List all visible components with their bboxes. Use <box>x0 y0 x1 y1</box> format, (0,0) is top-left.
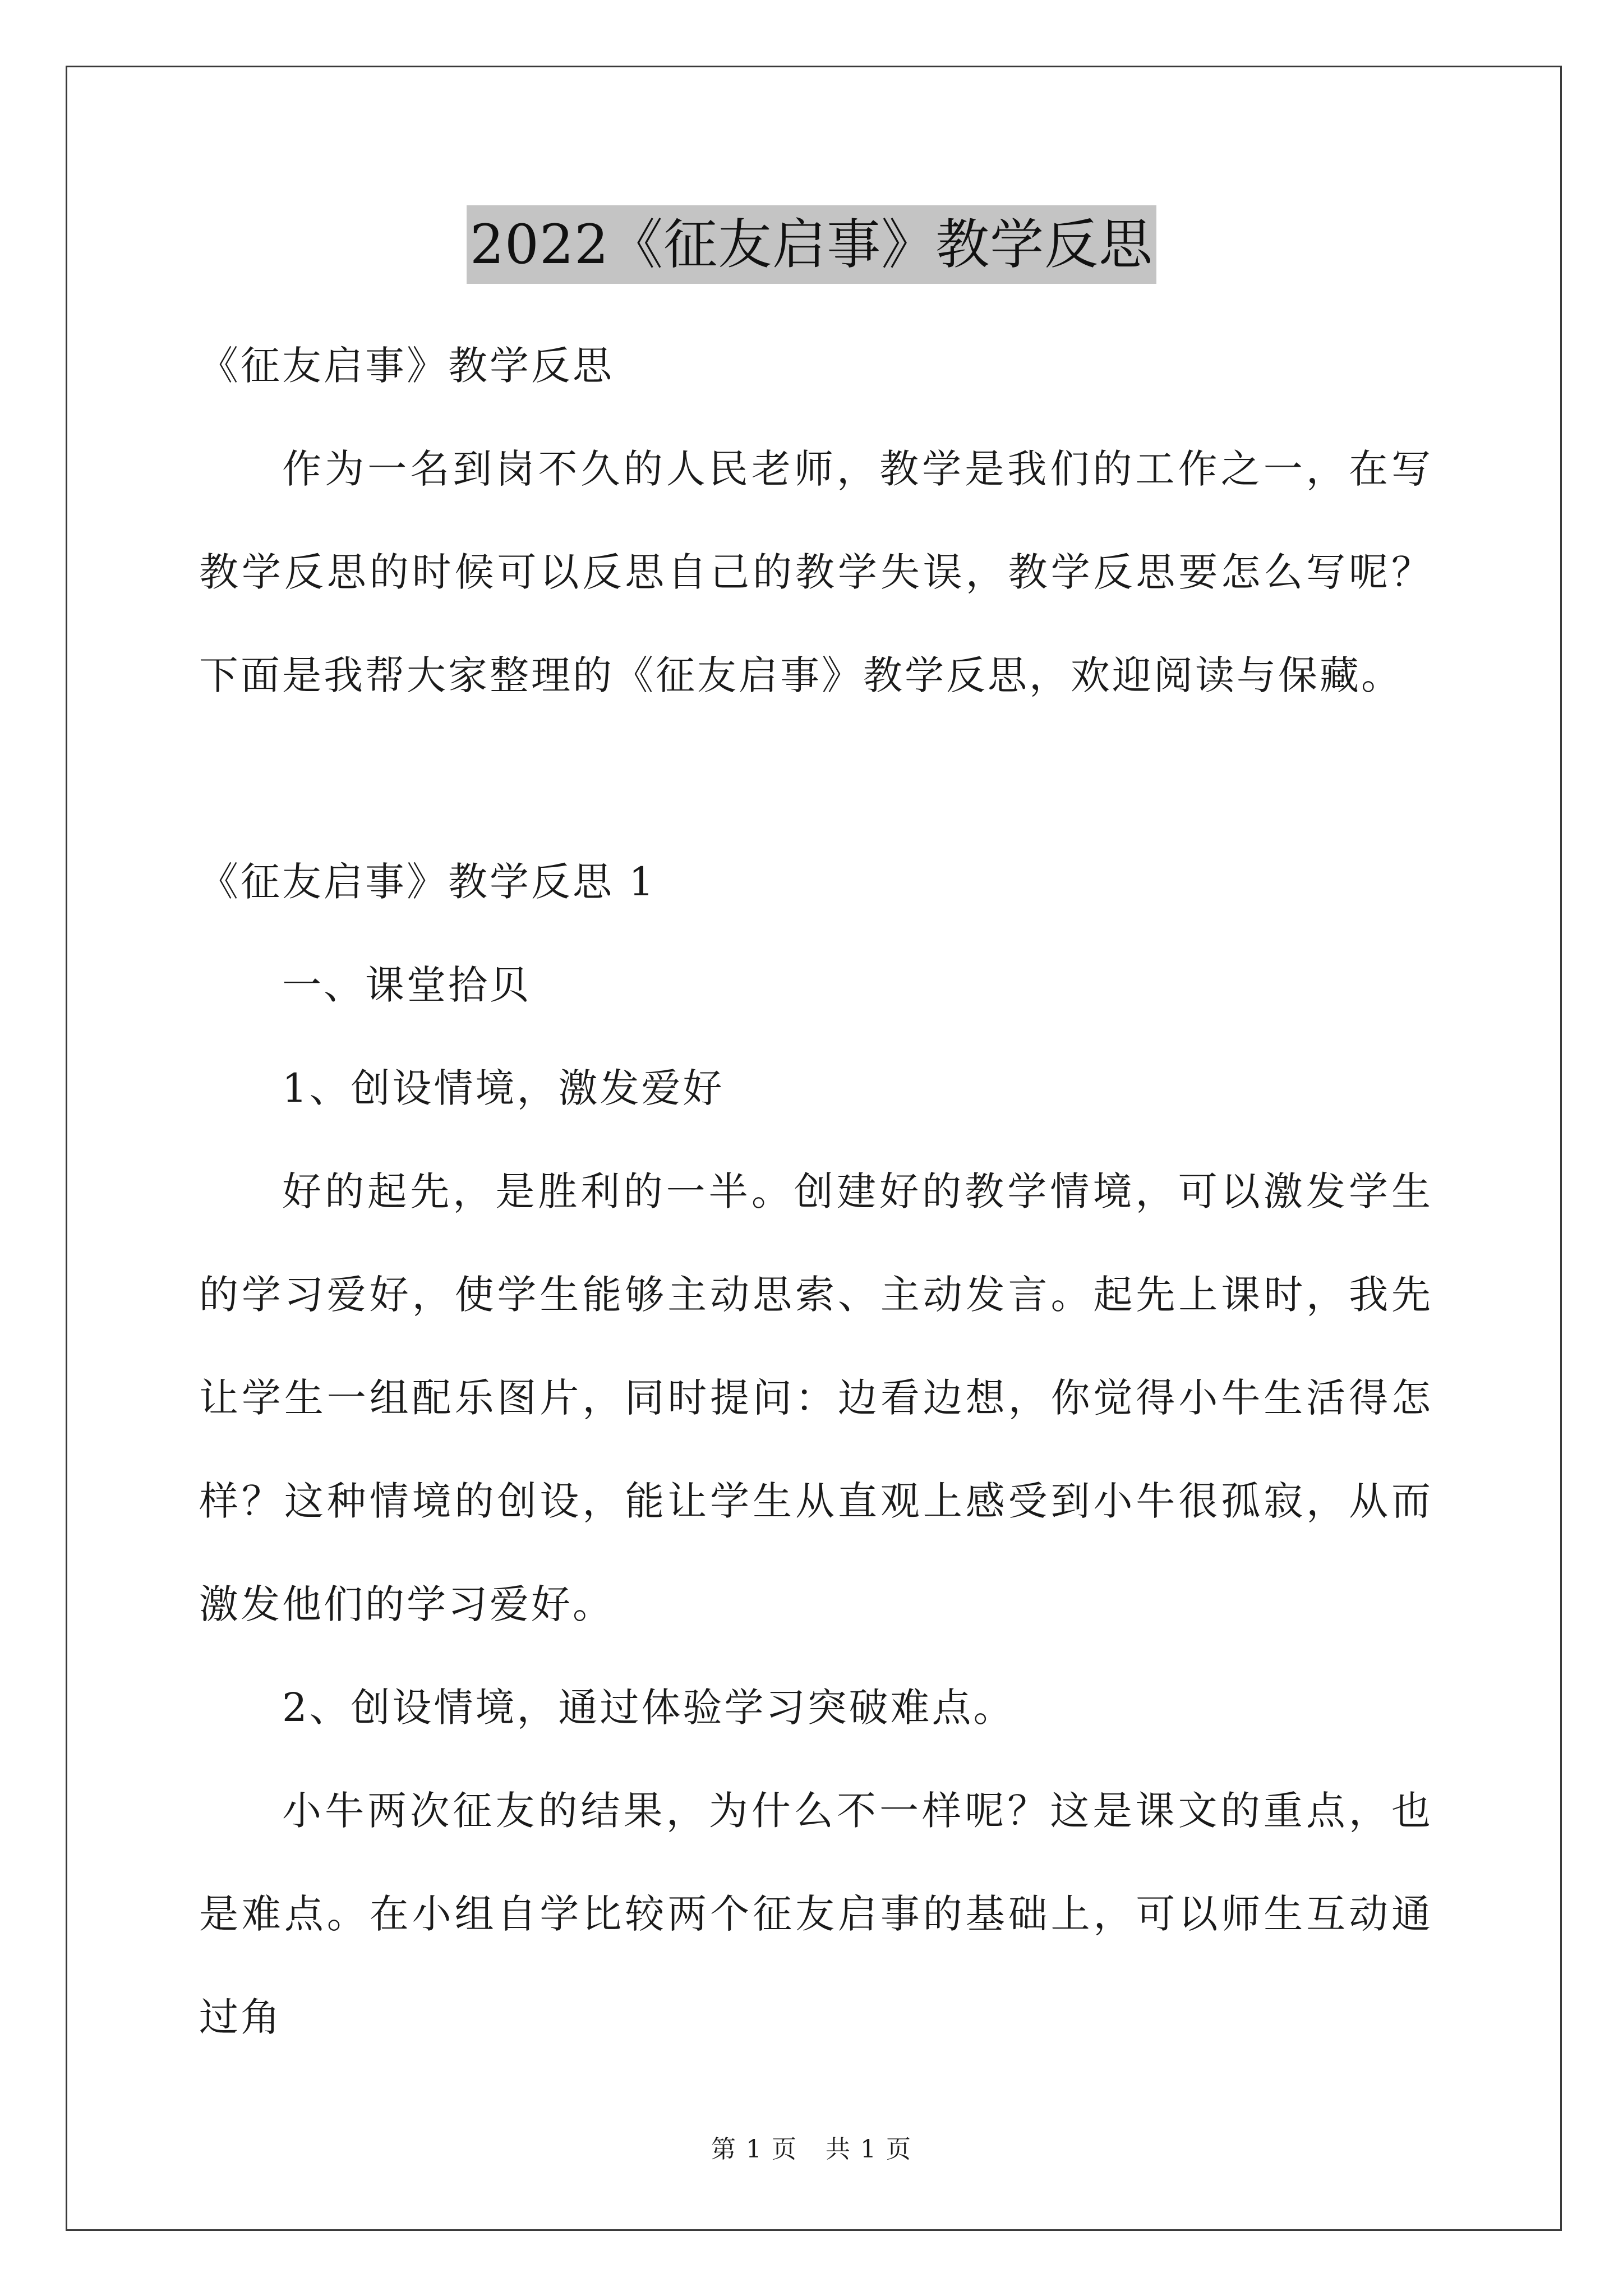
paragraph-1: 作为一名到岗不久的人民老师，教学是我们的工作之一，在写教学反思的时候可以反思自己的教学失误，教学反思要怎么写呢？下面是我帮大家整理的《征友启事》教学反思，欢迎阅读与保藏。 <box>199 446 1433 698</box>
page-number: 第 1 页 <box>711 2135 797 2164</box>
paragraph-2: 《征友启事》教学反思 1 <box>199 859 656 905</box>
page-footer <box>0 2129 1623 2165</box>
document-body <box>199 314 1433 2069</box>
title-container <box>0 205 1623 284</box>
paragraph-5: 好的起先，是胜利的一半。创建好的教学情境，可以激发学生的学习爱好，使学生能够主动思索、主动发言。起先上课时，我先让学生一组配乐图片，同时提问：边看边想，你觉得小牛生活得怎样？这种情境的创设，能让学生从直观上感受到小牛很孤寂，从而激发他们的学习爱好。 <box>199 1168 1433 1627</box>
paragraph-0: 《征友启事》教学反思 <box>199 343 614 389</box>
paragraph-4: 1、创设情境，激发爱好 <box>282 1065 725 1111</box>
page-total: 共 1 页 <box>826 2135 912 2164</box>
paragraph-7: 小牛两次征友的结果，为什么不一样呢？这是课文的重点，也是难点。在小组自学比较两个征友启事的基础上，可以师生互动通过角 <box>199 1788 1433 2040</box>
document-title: 2022《征友启事》教学反思 <box>467 205 1156 284</box>
paragraph-3: 一、课堂拾贝 <box>282 962 531 1008</box>
paragraph-6: 2、创设情境，通过体验学习突破难点。 <box>282 1685 1015 1731</box>
